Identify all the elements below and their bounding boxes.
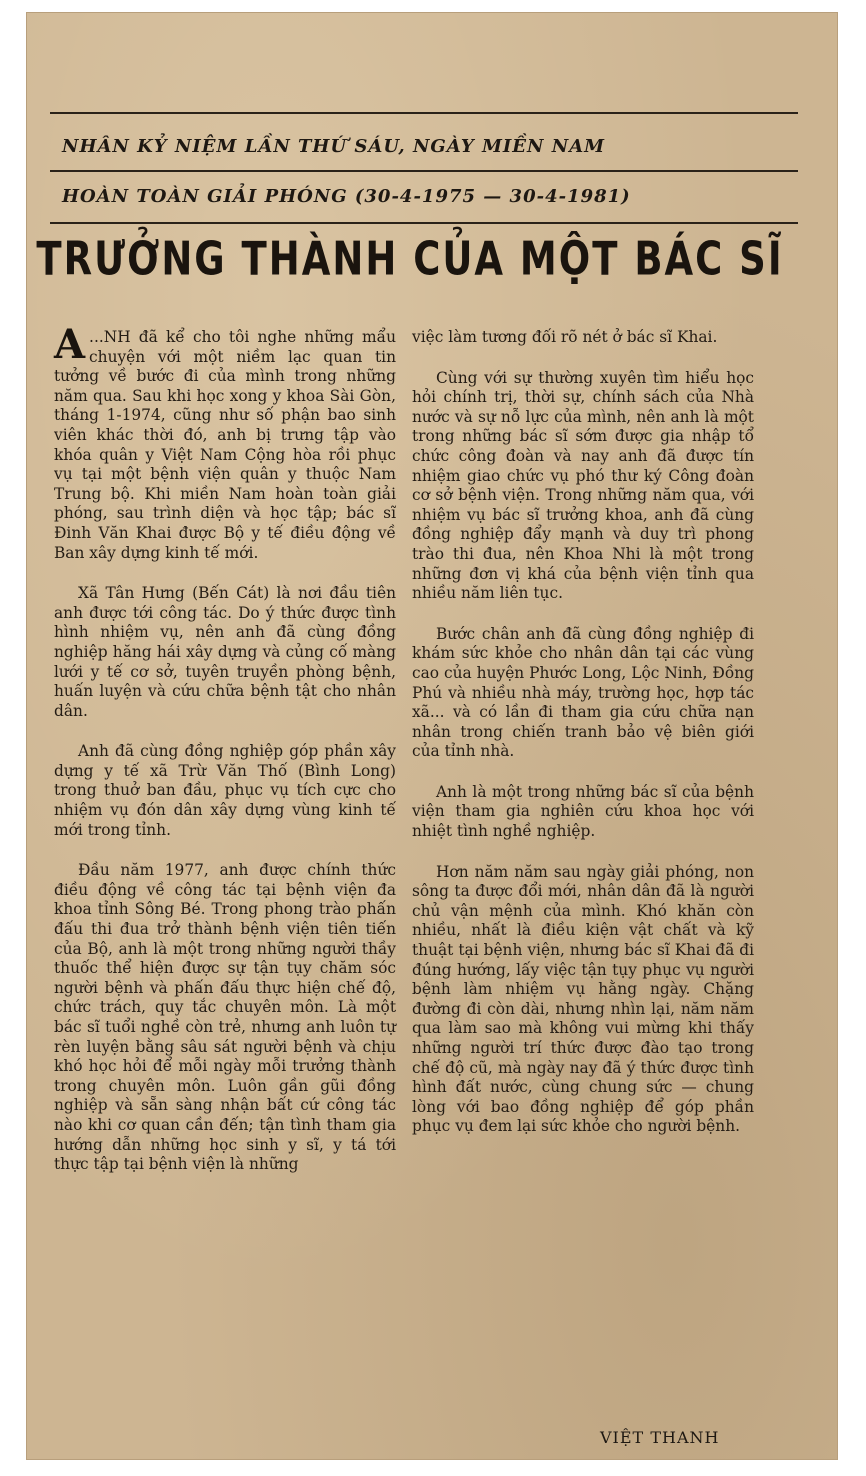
article-paragraph: việc làm tương đối rõ nét ở bác sĩ Khai.	[412, 328, 718, 346]
top-rule	[50, 112, 798, 114]
author-signature: VIỆT THANH	[600, 1428, 720, 1447]
dropcap-prefix: ...	[89, 328, 104, 346]
article-paragraph: Đầu năm 1977, anh được chính thức điều động về công tác tại bệnh viện đa khoa tỉnh Sông Bé. Trong phong trào phấn đấu thi đua trở thành bệnh viện tiên tiến của Bộ, anh là một trong những người thầy thuốc thể hiện được sự tận tụy chăm sóc người bệnh và phấn đấu thực hiện chế độ, chức trách, quy tắc chuyên môn. Là một bác sĩ tuổi nghề còn trẻ, nhưng anh luôn tự rèn luyện bằng sâu sát người bệnh và chịu khó học hỏi để mỗi ngày mỗi trưởng thành trong chuyên môn. Luôn gần gũi đồng nghiệp và sẵn sàng nhận bất cứ công tác nào khi cơ quan cần đến; tận tình tham gia hướng dẫn những học sinh y sĩ, y tá tới thực tập tại bệnh viện là những	[54, 861, 396, 1174]
headline: TRƯỞNG THÀNH CỦA MỘT BÁC SĨ	[36, 232, 784, 286]
paragraph-text: NH đã kể cho tôi nghe những mẩu chuyện với một niềm lạc quan tin tưởng về bước đi của mình trong những năm qua. Sau khi học xong y khoa Sài Gòn, tháng 1-1974, cũng như số phận bao sinh viên khác thời đó, anh bị trưng tập vào khóa quân y Việt Nam Cộng hòa rồi phục vụ tại một bệnh viện quân y thuộc Nam Trung bộ. Khi miền Nam hoàn toàn giải phóng, sau trình diện và học tập; bác sĩ Đinh Văn Khai được Bộ y tế điều động về Ban xây dựng kinh tế mới.	[54, 328, 396, 562]
article-paragraph: Anh đã cùng đồng nghiệp góp phần xây dựng y tế xã Trừ Văn Thố (Bình Long) trong thuở ban đầu, phục vụ tích cực cho nhiệm vụ đón dân xây dựng vùng kinh tế mới trong tỉnh.	[54, 742, 396, 839]
kicker-line-1: NHÂN KỶ NIỆM LẦN THỨ SÁU, NGÀY MIỀN NAM	[62, 136, 606, 157]
bottom-rule	[50, 222, 798, 224]
middle-rule	[50, 170, 798, 172]
article-column-left	[54, 321, 396, 1196]
article-paragraph: Hơn năm năm sau ngày giải phóng, non sông ta được đổi mới, nhân dân đã là người chủ vận mệnh của mình. Khó khăn còn nhiều, nhất là điều kiện vật chất và kỹ thuật tại bệnh viện, nhưng bác sĩ Khai đã đi đúng hướng, lấy việc tận tụy phục vụ người bệnh làm nhiệm vụ hằng ngày. Chặng đường đi còn dài, nhưng nhìn lại, năm năm qua làm sao mà không vui mừng khi thấy những người trí thức được đào tạo trong chế độ cũ, mà ngày nay đã ý thức được tình hình đất nước, cùng chung sức — chung lòng với bao đồng nghiệp để góp phần phục vụ đem lại sức khỏe cho người bệnh.	[412, 862, 754, 1136]
article-paragraph: Anh là một trong những bác sĩ của bệnh viện tham gia nghiên cứu khoa học với nhiệt tình nghề nghiệp.	[412, 782, 754, 841]
article-paragraph	[54, 321, 396, 563]
kicker-line-2: HOÀN TOÀN GIẢI PHÓNG (30-4-1975 — 30-4-1981)	[62, 186, 631, 207]
dropcap: A	[54, 321, 86, 368]
header-band	[50, 112, 798, 232]
article-paragraph: Bước chân anh đã cùng đồng nghiệp đi khám sức khỏe cho nhân dân tại các vùng cao của huyện Phước Long, Lộc Ninh, Đồng Phú và nhiều nhà máy, trường học, hợp tác xã... và có lần đi tham gia cứu chữa nạn nhân trong chiến tranh bảo vệ biên giới của tỉnh nhà.	[412, 624, 754, 761]
article-paragraph: Xã Tân Hưng (Bến Cát) là nơi đầu tiên anh được tới công tác. Do ý thức được tình hình nhiệm vụ, nên anh đã cùng đồng nghiệp hăng hái xây dựng và củng cố màng lưới y tế cơ sở, tuyên truyền phòng bệnh, huấn luyện và cứu chữa bệnh tật cho nhân dân.	[54, 584, 396, 720]
article-paragraph: Cùng với sự thường xuyên tìm hiểu học hỏi chính trị, thời sự, chính sách của Nhà nước và sự nỗ lực của mình, nên anh là một trong những bác sĩ sớm được gia nhập tổ chức công đoàn và nay anh đã được tín nhiệm giao chức vụ phó thư ký Công đoàn cơ sở bệnh viện. Trong những năm qua, với nhiệm vụ bác sĩ trưởng khoa, anh đã cùng đồng nghiệp đẩy mạnh và duy trì phong trào thi đua, nên Khoa Nhi là một trong những đơn vị khá của bệnh viện tỉnh qua nhiều năm liên tục.	[412, 368, 754, 603]
article-column-right	[412, 328, 754, 1158]
